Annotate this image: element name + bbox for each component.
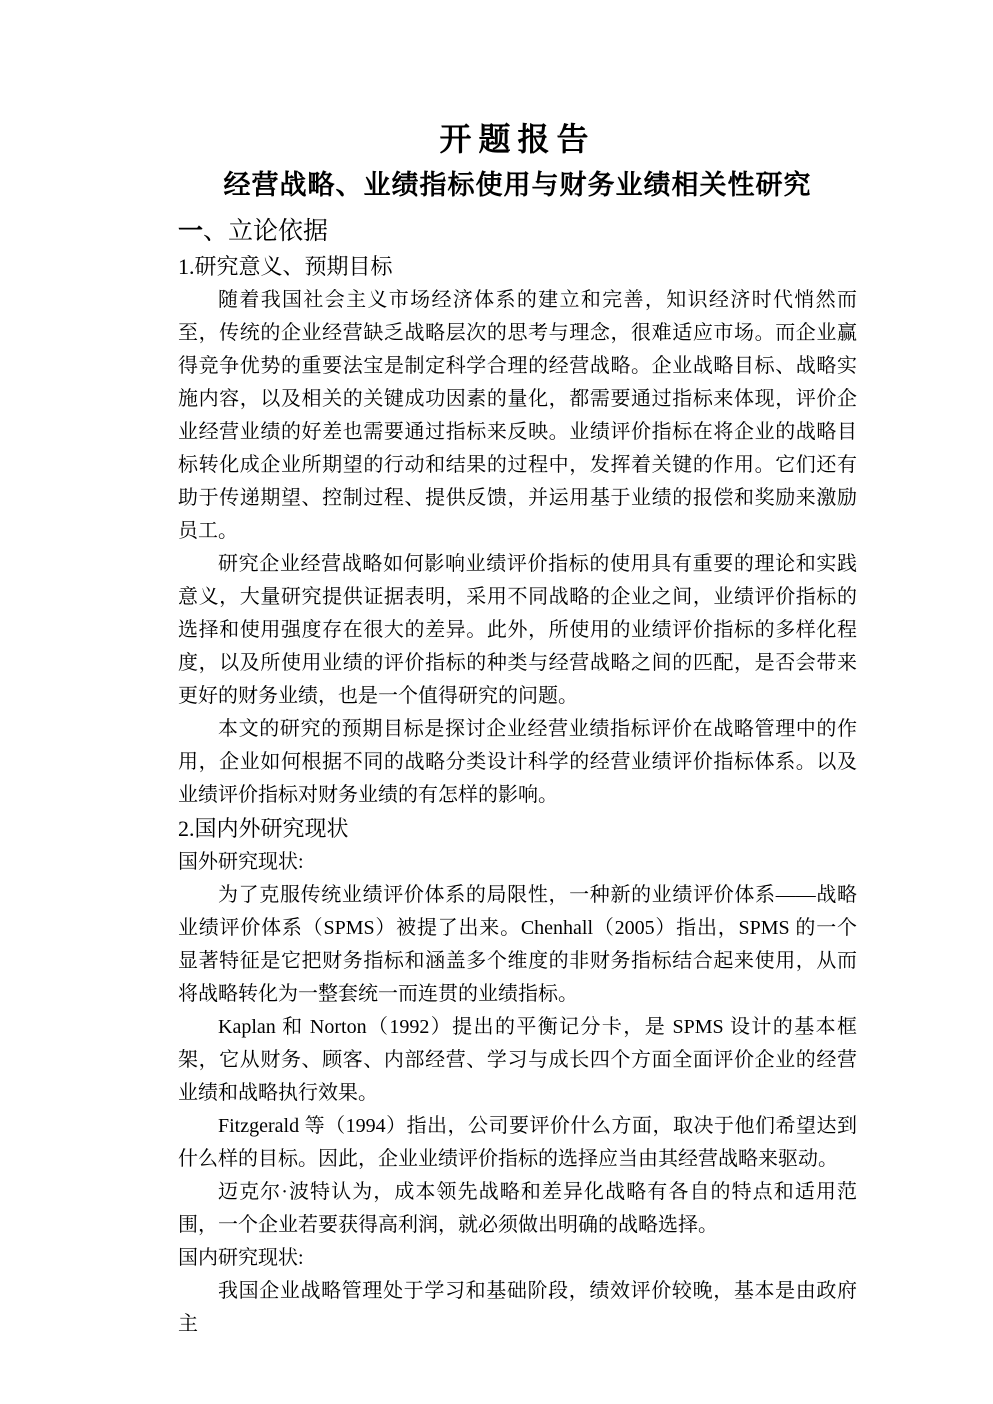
foreign-status-label: 国外研究现状:	[178, 851, 304, 873]
paragraph-kaplan-norton: Kaplan 和 Norton（1992）提出的平衡记分卡，是 SPMS 设计的基本框架，它从财务、顾客、内部经营、学习与成长四个方面全面评价企业的经营业绩和战略执行效果。	[178, 1016, 857, 1104]
section-heading-number: 一	[178, 218, 204, 245]
paragraph-expected-goal: 本文的研究的预期目标是探讨企业经营业绩指标评价在战略管理中的作用，企业如何根据不同的战略分类设计科学的经营业绩评价指标体系。以及业绩评价指标对财务业绩的有怎样的影响。	[178, 718, 857, 806]
paragraph-domestic-status: 我国企业战略管理处于学习和基础阶段，绩效评价较晚，基本是由政府主	[178, 1280, 857, 1335]
paragraph-porter: 迈克尔·波特认为，成本领先战略和差异化战略有各自的特点和适用范围，一个企业若要获得高利润，就必须做出明确的战略选择。	[178, 1181, 857, 1236]
paragraph-fitzgerald: Fitzgerald 等（1994）指出，公司要评价什么方面，取决于他们希望达到什么样的目标。因此，企业业绩评价指标的选择应当由其经营战略来驱动。	[178, 1115, 857, 1170]
section-heading-text: 、立论依据	[203, 218, 329, 245]
subsection-2-heading: 2.国内外研究现状	[178, 816, 349, 841]
section-heading	[178, 214, 857, 250]
paragraph-research-background: 随着我国社会主义市场经济体系的建立和完善，知识经济时代悄然而至，传统的企业经营缺乏战略层次的思考与理念，很难适应市场。而企业赢得竞争优势的重要法宝是制定科学合理的经营战略。企业战略目标、战略实施内容，以及相关的关键成功因素的量化，都需要通过指标来体现，评价企业经营业绩的好差也需要通过指标来反映。业绩评价指标在将企业的战略目标转化成企业所期望的行动和结果的过程中，发挥着关键的作用。它们还有助于传递期望、控制过程、提供反馈，并运用基于业绩的报偿和奖励来激励员工。	[178, 289, 857, 542]
doc-title: 开题报告	[439, 121, 596, 157]
doc-subtitle: 经营战略、业绩指标使用与财务业绩相关性研究	[223, 170, 812, 200]
domestic-status-label: 国内研究现状:	[178, 1247, 304, 1269]
paragraph-research-significance: 研究企业经营战略如何影响业绩评价指标的使用具有重要的理论和实践意义，大量研究提供证据表明，采用不同战略的企业之间，业绩评价指标的选择和使用强度存在很大的差异。此外，所使用的业绩评价指标的多样化程度，以及所使用业绩的评价指标的种类与经营战略之间的匹配，是否会带来更好的财务业绩，也是一个值得研究的问题。	[178, 553, 857, 707]
paragraph-spms: 为了克服传统业绩评价体系的局限性，一种新的业绩评价体系——战略业绩评价体系（SPMS）被提了出来。Chenhall（2005）指出，SPMS 的一个显著特征是它把财务指标和涵盖多个维度的非财务指标结合起来使用，从而将战略转化为一整套统一而连贯的业绩指标。	[178, 884, 857, 1005]
subsection-1-heading: 1.研究意义、预期目标	[178, 254, 393, 279]
